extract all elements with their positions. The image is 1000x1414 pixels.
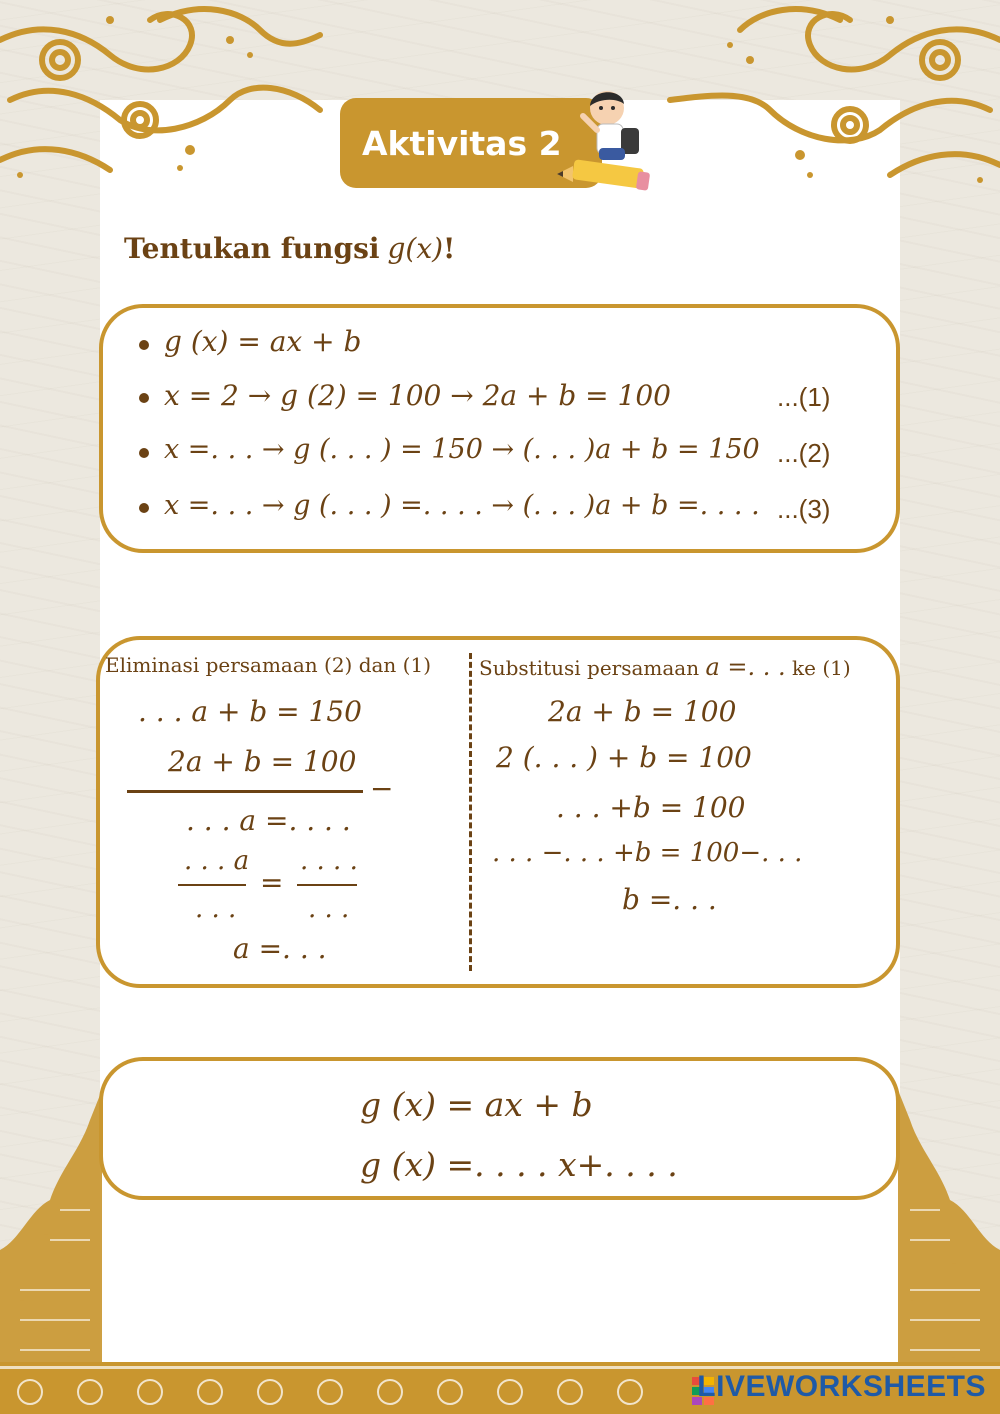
elimination-rule — [127, 790, 363, 793]
general-form: g (x) = ax + b — [360, 1085, 593, 1124]
fraction-bar-right — [297, 884, 357, 886]
temple-gate-ornament-right — [898, 1090, 1000, 1370]
temple-gate-ornament-left — [0, 1090, 102, 1370]
activity-title: Aktivitas 2 — [362, 123, 562, 163]
bullet — [139, 393, 149, 403]
elim-line-3: . . . a =. . . . — [186, 804, 351, 837]
bullet — [139, 503, 149, 513]
function-symbol: g(x) — [387, 232, 444, 265]
column-divider — [469, 653, 472, 971]
equation-ref-1: ...(1) — [777, 382, 831, 412]
substitution-title-text: Substitusi persamaan — [479, 656, 700, 680]
frac-equals: = — [260, 866, 284, 899]
elim-line-2: 2a + b = 100 — [168, 745, 357, 778]
fraction-bar-left — [178, 884, 246, 886]
frac-left-denominator: . . . — [195, 894, 237, 924]
substitution-title-math: a =. . . — [705, 653, 786, 681]
frac-left-numerator: . . . a — [184, 846, 250, 876]
subst-result: b =. . . — [622, 883, 717, 916]
cloud-ornament-right — [650, 0, 1000, 190]
frac-right-numerator: . . . . — [300, 846, 358, 876]
subst-line-1: 2a + b = 100 — [548, 695, 737, 728]
elimination-title: Eliminasi persamaan (2) dan (1) — [105, 653, 431, 677]
heading-exclamation: ! — [443, 232, 456, 265]
frac-right-denominator: . . . — [308, 894, 350, 924]
task-heading — [124, 232, 455, 265]
task-heading-text: Tentukan fungsi — [124, 232, 380, 265]
equation-line-2: x = 2 → g (2) = 100 → 2a + b = 100 — [164, 379, 671, 412]
bullet — [139, 340, 149, 350]
equation-ref-3: ...(3) — [777, 494, 831, 524]
equation-line-1: g (x) = ax + b — [164, 325, 362, 358]
minus-sign: − — [370, 772, 394, 805]
equation-line-3: x =. . . → g (. . . ) = 150 → (. . . )a + b = 150 — [164, 434, 760, 465]
subst-line-4: . . . −. . . +b = 100−. . . — [492, 838, 803, 868]
subst-line-2: 2 (. . . ) + b = 100 — [496, 741, 752, 774]
equation-ref-2: ...(2) — [777, 438, 831, 468]
equation-line-4: x =. . . → g (. . . ) =. . . . → (. . . )a + b =. . . . — [164, 490, 760, 521]
liveworksheets-watermark: LIVEWORKSHEETS — [697, 1370, 986, 1403]
substitution-title — [479, 653, 851, 681]
cloud-ornament-left — [0, 0, 350, 180]
elim-line-1: . . . a + b = 150 — [138, 695, 362, 728]
student-on-pencil-illustration — [555, 86, 655, 196]
subst-line-3: . . . +b = 100 — [556, 791, 746, 824]
bullet — [139, 448, 149, 458]
answer-form: g (x) =. . . . x+. . . . — [360, 1145, 678, 1184]
elim-result: a =. . . — [233, 932, 327, 965]
substitution-title-end: ke (1) — [792, 656, 851, 680]
